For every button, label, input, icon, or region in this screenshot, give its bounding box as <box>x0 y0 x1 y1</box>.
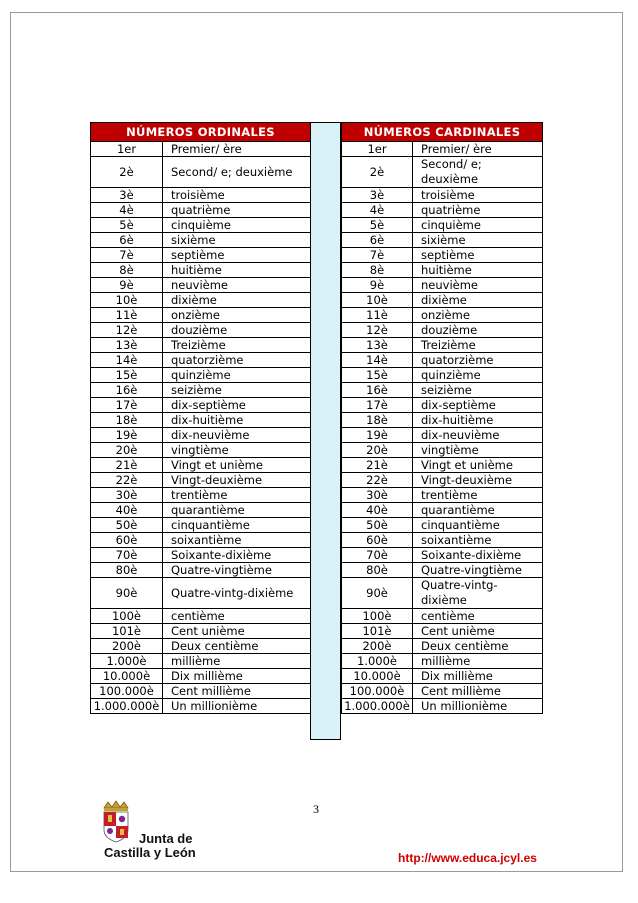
table-row <box>342 488 543 503</box>
number-cell: 15è <box>342 368 413 383</box>
table-row <box>91 293 311 308</box>
word-cell: quatorzième <box>413 353 543 368</box>
word-cell: Soixante-dixième <box>163 548 311 563</box>
table-row <box>91 548 311 563</box>
table-row <box>91 503 311 518</box>
table-row <box>91 413 311 428</box>
word-cell: dix-septième <box>163 398 311 413</box>
word-cell: cinquantième <box>413 518 543 533</box>
number-cell: 1.000è <box>91 654 163 669</box>
table-row <box>342 368 543 383</box>
number-cell: 19è <box>91 428 163 443</box>
table-row <box>91 142 311 157</box>
number-cell: 12è <box>91 323 163 338</box>
number-cell: 90è <box>342 578 413 609</box>
number-cell: 50è <box>91 518 163 533</box>
word-cell: Un millionième <box>413 699 543 714</box>
table-row <box>342 639 543 654</box>
table-row <box>91 639 311 654</box>
number-cell: 20è <box>342 443 413 458</box>
number-cell: 101è <box>342 624 413 639</box>
word-cell: Deux centième <box>163 639 311 654</box>
number-cell: 22è <box>91 473 163 488</box>
table-row <box>342 684 543 699</box>
number-cell: 100.000è <box>91 684 163 699</box>
table-row <box>342 353 543 368</box>
number-cell: 200è <box>91 639 163 654</box>
number-cell: 7è <box>91 248 163 263</box>
word-cell: trentième <box>163 488 311 503</box>
table-row <box>91 248 311 263</box>
word-cell: Quatre-vingtième <box>163 563 311 578</box>
table-row <box>91 323 311 338</box>
number-cell: 21è <box>342 458 413 473</box>
table-row <box>342 293 543 308</box>
word-cell: Premier/ ère <box>163 142 311 157</box>
word-cell: seizième <box>413 383 543 398</box>
word-cell: millième <box>413 654 543 669</box>
word-cell: centième <box>413 609 543 624</box>
number-cell: 8è <box>342 263 413 278</box>
table-row <box>91 458 311 473</box>
table-row <box>91 188 311 203</box>
table-row <box>91 684 311 699</box>
number-cell: 5è <box>342 218 413 233</box>
number-cell: 9è <box>91 278 163 293</box>
word-cell: trentième <box>413 488 543 503</box>
cardinales-table <box>341 122 543 714</box>
word-cell: sixième <box>163 233 311 248</box>
table-row <box>91 308 311 323</box>
table-row <box>91 203 311 218</box>
word-cell: douzième <box>413 323 543 338</box>
word-cell: huitième <box>163 263 311 278</box>
table-row <box>342 503 543 518</box>
number-cell: 16è <box>342 383 413 398</box>
word-cell: Dix millième <box>413 669 543 684</box>
number-cell: 10.000è <box>91 669 163 684</box>
word-cell: quarantième <box>413 503 543 518</box>
table-row <box>342 278 543 293</box>
word-cell: centième <box>163 609 311 624</box>
word-cell: sixième <box>413 233 543 248</box>
word-cell: dix-huitième <box>163 413 311 428</box>
number-cell: 60è <box>91 533 163 548</box>
table-row <box>91 699 311 714</box>
number-cell: 18è <box>91 413 163 428</box>
table-row <box>342 548 543 563</box>
number-cell: 1er <box>91 142 163 157</box>
table-row <box>342 218 543 233</box>
number-cell: 1.000.000è <box>342 699 413 714</box>
word-cell: quatorzième <box>163 353 311 368</box>
word-cell: Vingt-deuxième <box>413 473 543 488</box>
word-cell: Cent millième <box>413 684 543 699</box>
table-row <box>342 398 543 413</box>
number-cell: 30è <box>342 488 413 503</box>
number-cell: 200è <box>342 639 413 654</box>
table-row <box>342 383 543 398</box>
number-cell: 12è <box>342 323 413 338</box>
word-cell: Dix millième <box>163 669 311 684</box>
table-row <box>91 338 311 353</box>
table-row <box>91 428 311 443</box>
number-cell: 1.000.000è <box>91 699 163 714</box>
word-cell: neuvième <box>413 278 543 293</box>
table-row <box>342 669 543 684</box>
table-row <box>91 578 311 609</box>
number-cell: 10.000è <box>342 669 413 684</box>
number-cell: 9è <box>342 278 413 293</box>
table-row <box>91 488 311 503</box>
table-row <box>91 473 311 488</box>
number-cell: 101è <box>91 624 163 639</box>
number-cell: 20è <box>91 443 163 458</box>
number-cell: 80è <box>91 563 163 578</box>
table-row <box>342 699 543 714</box>
number-cell: 10è <box>91 293 163 308</box>
number-cell: 1.000è <box>342 654 413 669</box>
number-cell: 5è <box>91 218 163 233</box>
number-cell: 60è <box>342 533 413 548</box>
word-cell: soixantième <box>163 533 311 548</box>
word-cell: Quatre-vingtième <box>413 563 543 578</box>
number-cell: 3è <box>91 188 163 203</box>
number-cell: 10è <box>342 293 413 308</box>
table-row <box>91 563 311 578</box>
table-row <box>342 563 543 578</box>
word-cell: vingtième <box>163 443 311 458</box>
table-row <box>91 383 311 398</box>
word-cell: onzième <box>163 308 311 323</box>
number-cell: 90è <box>91 578 163 609</box>
number-cell: 30è <box>91 488 163 503</box>
number-cell: 50è <box>342 518 413 533</box>
number-cell: 4è <box>342 203 413 218</box>
table-row <box>342 248 543 263</box>
table-row <box>342 413 543 428</box>
ordinales-header: NÚMEROS ORDINALES <box>91 123 311 142</box>
table-row <box>91 263 311 278</box>
table-row <box>342 533 543 548</box>
table-row <box>342 609 543 624</box>
number-cell: 21è <box>91 458 163 473</box>
word-cell: dix-huitième <box>413 413 543 428</box>
number-cell: 4è <box>91 203 163 218</box>
page-number: 3 <box>313 802 319 816</box>
word-cell: septième <box>163 248 311 263</box>
word-cell: Second/ e; deuxième <box>413 157 543 188</box>
number-cell: 70è <box>342 548 413 563</box>
number-cell: 100è <box>91 609 163 624</box>
word-cell: millième <box>163 654 311 669</box>
word-cell: septième <box>413 248 543 263</box>
table-row <box>342 203 543 218</box>
word-cell: quatrième <box>413 203 543 218</box>
table-row <box>91 368 311 383</box>
word-cell: Cent unième <box>413 624 543 639</box>
word-cell: cinquième <box>163 218 311 233</box>
table-row <box>91 443 311 458</box>
table-row <box>91 398 311 413</box>
number-cell: 100è <box>342 609 413 624</box>
number-cell: 22è <box>342 473 413 488</box>
table-row <box>342 338 543 353</box>
word-cell: Second/ e; deuxième <box>163 157 311 188</box>
number-cell: 17è <box>342 398 413 413</box>
word-cell: vingtième <box>413 443 543 458</box>
word-cell: Cent millième <box>163 684 311 699</box>
number-cell: 7è <box>342 248 413 263</box>
table-row <box>342 157 543 188</box>
word-cell: cinquième <box>413 218 543 233</box>
word-cell: quinzième <box>413 368 543 383</box>
table-row <box>342 428 543 443</box>
word-cell: dix-neuvième <box>413 428 543 443</box>
logo-text-line2: Castilla y León <box>104 845 196 860</box>
table-row <box>342 578 543 609</box>
word-cell: Vingt et unième <box>413 458 543 473</box>
word-cell: Treizième <box>413 338 543 353</box>
word-cell: quatrième <box>163 203 311 218</box>
number-cell: 40è <box>91 503 163 518</box>
number-cell: 13è <box>91 338 163 353</box>
word-cell: neuvième <box>163 278 311 293</box>
table-row <box>342 443 543 458</box>
table-row <box>91 157 311 188</box>
word-cell: dixième <box>163 293 311 308</box>
spacer-column <box>310 122 341 740</box>
table-row <box>91 218 311 233</box>
word-cell: Treizième <box>163 338 311 353</box>
word-cell: soixantième <box>413 533 543 548</box>
word-cell: Quatre-vintg-dixième <box>163 578 311 609</box>
number-cell: 6è <box>342 233 413 248</box>
table-row <box>91 624 311 639</box>
table-row <box>342 654 543 669</box>
number-cell: 8è <box>91 263 163 278</box>
word-cell: quarantième <box>163 503 311 518</box>
word-cell: onzième <box>413 308 543 323</box>
word-cell: Vingt-deuxième <box>163 473 311 488</box>
number-cell: 6è <box>91 233 163 248</box>
table-row <box>91 278 311 293</box>
table-row <box>342 188 543 203</box>
number-cell: 1er <box>342 142 413 157</box>
word-cell: dixième <box>413 293 543 308</box>
word-cell: Quatre-vintg-dixième <box>413 578 543 609</box>
table-row <box>342 323 543 338</box>
number-cell: 2è <box>342 157 413 188</box>
number-cell: 17è <box>91 398 163 413</box>
number-cell: 15è <box>91 368 163 383</box>
word-cell: Premier/ ère <box>413 142 543 157</box>
word-cell: quinzième <box>163 368 311 383</box>
table-row <box>342 263 543 278</box>
table-row <box>91 533 311 548</box>
word-cell: Cent unième <box>163 624 311 639</box>
number-cell: 100.000è <box>342 684 413 699</box>
footer-url-link[interactable]: http://www.educa.jcyl.es <box>398 851 537 865</box>
word-cell: seizième <box>163 383 311 398</box>
number-cell: 40è <box>342 503 413 518</box>
word-cell: Deux centième <box>413 639 543 654</box>
number-cell: 80è <box>342 563 413 578</box>
table-row <box>342 142 543 157</box>
table-row <box>342 458 543 473</box>
number-cell: 2è <box>91 157 163 188</box>
cardinales-header: NÚMEROS CARDINALES <box>342 123 543 142</box>
word-cell: troisième <box>413 188 543 203</box>
table-row <box>342 518 543 533</box>
logo-text-line1: Junta de <box>139 831 193 846</box>
table-row <box>342 233 543 248</box>
number-cell: 3è <box>342 188 413 203</box>
table-row <box>91 669 311 684</box>
number-cell: 14è <box>91 353 163 368</box>
word-cell: cinquantième <box>163 518 311 533</box>
word-cell: huitième <box>413 263 543 278</box>
number-cell: 18è <box>342 413 413 428</box>
word-cell: dix-neuvième <box>163 428 311 443</box>
number-cell: 11è <box>342 308 413 323</box>
table-row <box>342 308 543 323</box>
table-row <box>342 473 543 488</box>
table-row <box>342 624 543 639</box>
number-cell: 11è <box>91 308 163 323</box>
word-cell: dix-septième <box>413 398 543 413</box>
table-row <box>91 518 311 533</box>
word-cell: douzième <box>163 323 311 338</box>
word-cell: Un millionième <box>163 699 311 714</box>
number-cell: 19è <box>342 428 413 443</box>
number-cell: 14è <box>342 353 413 368</box>
table-row <box>91 654 311 669</box>
word-cell: troisième <box>163 188 311 203</box>
table-row <box>91 233 311 248</box>
word-cell: Vingt et unième <box>163 458 311 473</box>
table-row <box>91 353 311 368</box>
table-row <box>91 609 311 624</box>
number-cell: 13è <box>342 338 413 353</box>
number-cell: 70è <box>91 548 163 563</box>
ordinales-table <box>90 122 311 714</box>
number-cell: 16è <box>91 383 163 398</box>
word-cell: Soixante-dixième <box>413 548 543 563</box>
